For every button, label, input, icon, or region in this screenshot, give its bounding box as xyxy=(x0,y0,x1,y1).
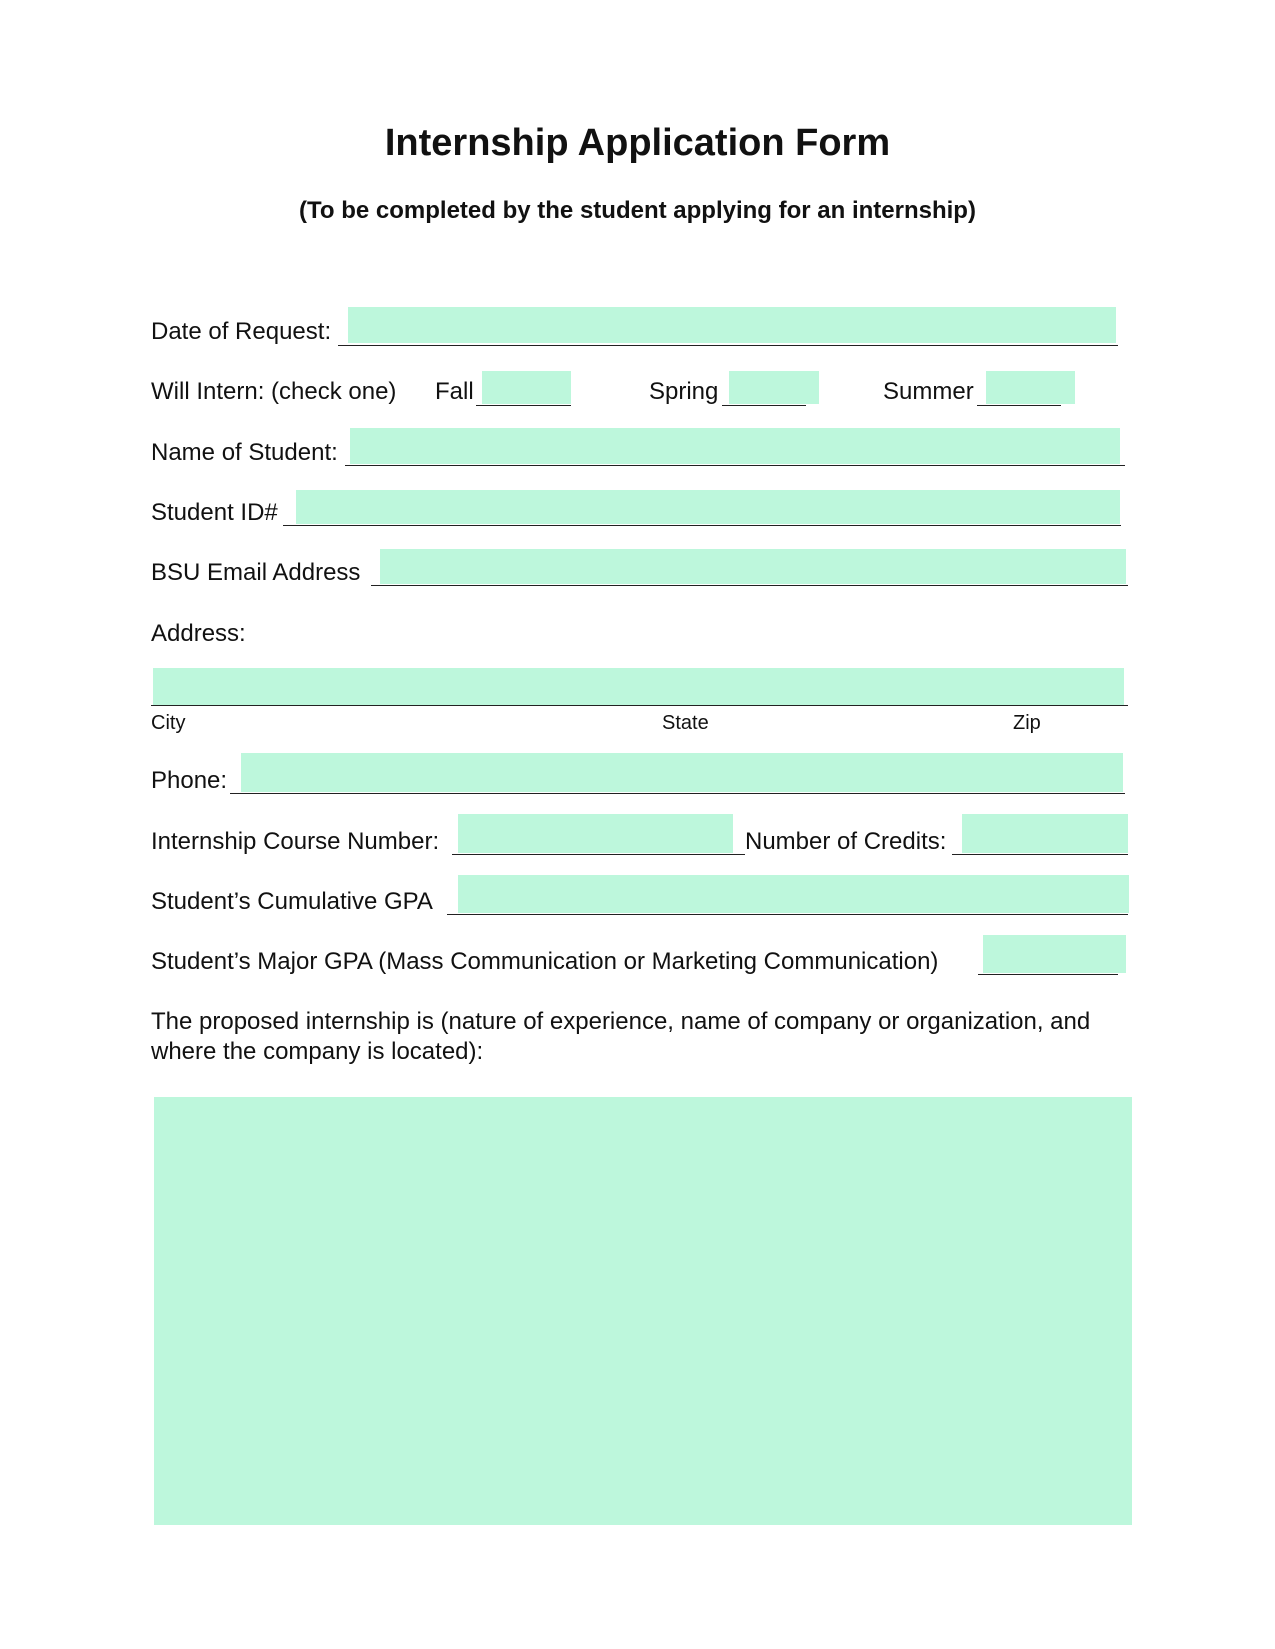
page-title: Internship Application Form xyxy=(384,122,891,164)
cumulative-gpa-field[interactable] xyxy=(458,875,1129,913)
city-label: City xyxy=(151,712,186,734)
date-of-request-field[interactable] xyxy=(348,307,1116,343)
date-of-request-label: Date of Request: xyxy=(151,318,332,345)
fall-label: Fall xyxy=(435,378,474,405)
course-number-field[interactable] xyxy=(458,814,733,853)
phone-field[interactable] xyxy=(241,753,1123,792)
student-id-field[interactable] xyxy=(296,490,1120,524)
name-of-student-label: Name of Student: xyxy=(151,439,338,466)
address-label: Address: xyxy=(151,620,246,647)
cumulative-gpa-underline xyxy=(447,914,1128,915)
proposed-internship-text: The proposed internship is (nature of experience, name of company or organization, and where the company is located): xyxy=(151,1008,1091,1065)
student-id-label: Student ID# xyxy=(151,499,278,526)
state-label: State xyxy=(662,712,709,734)
email-underline xyxy=(371,585,1128,586)
course-number-underline xyxy=(452,854,745,855)
credits-label: Number of Credits: xyxy=(745,828,947,855)
major-gpa-underline xyxy=(978,974,1118,975)
spring-label: Spring xyxy=(649,378,719,405)
summer-label: Summer xyxy=(883,378,974,405)
summer-field[interactable] xyxy=(986,371,1075,404)
credits-underline xyxy=(952,854,1128,855)
student-id-underline xyxy=(283,525,1121,526)
fall-underline xyxy=(476,405,571,406)
bsu-email-field[interactable] xyxy=(380,549,1126,584)
phone-label: Phone: xyxy=(151,767,228,794)
cumulative-gpa-label: Student’s Cumulative GPA xyxy=(151,888,433,915)
major-gpa-label: Student’s Major GPA (Mass Communication or Marketing Communication) xyxy=(151,948,939,975)
summer-underline xyxy=(977,405,1061,406)
will-intern-label: Will Intern: (check one) xyxy=(151,378,397,405)
page-subtitle: (To be completed by the student applying for an internship) xyxy=(299,197,976,224)
address-underline xyxy=(151,705,1128,706)
course-number-label: Internship Course Number: xyxy=(151,828,440,855)
number-of-credits-field[interactable] xyxy=(962,814,1128,853)
spring-field[interactable] xyxy=(729,371,819,404)
email-label: BSU Email Address xyxy=(151,559,361,586)
name-underline xyxy=(345,465,1125,466)
zip-label: Zip xyxy=(1013,712,1041,734)
spring-underline xyxy=(722,405,806,406)
major-gpa-field[interactable] xyxy=(983,935,1126,973)
fall-field[interactable] xyxy=(482,371,571,404)
name-of-student-field[interactable] xyxy=(350,428,1120,464)
date-underline xyxy=(338,345,1118,346)
address-field[interactable] xyxy=(153,668,1124,705)
phone-underline xyxy=(230,793,1125,794)
proposed-internship-field[interactable] xyxy=(154,1097,1132,1525)
